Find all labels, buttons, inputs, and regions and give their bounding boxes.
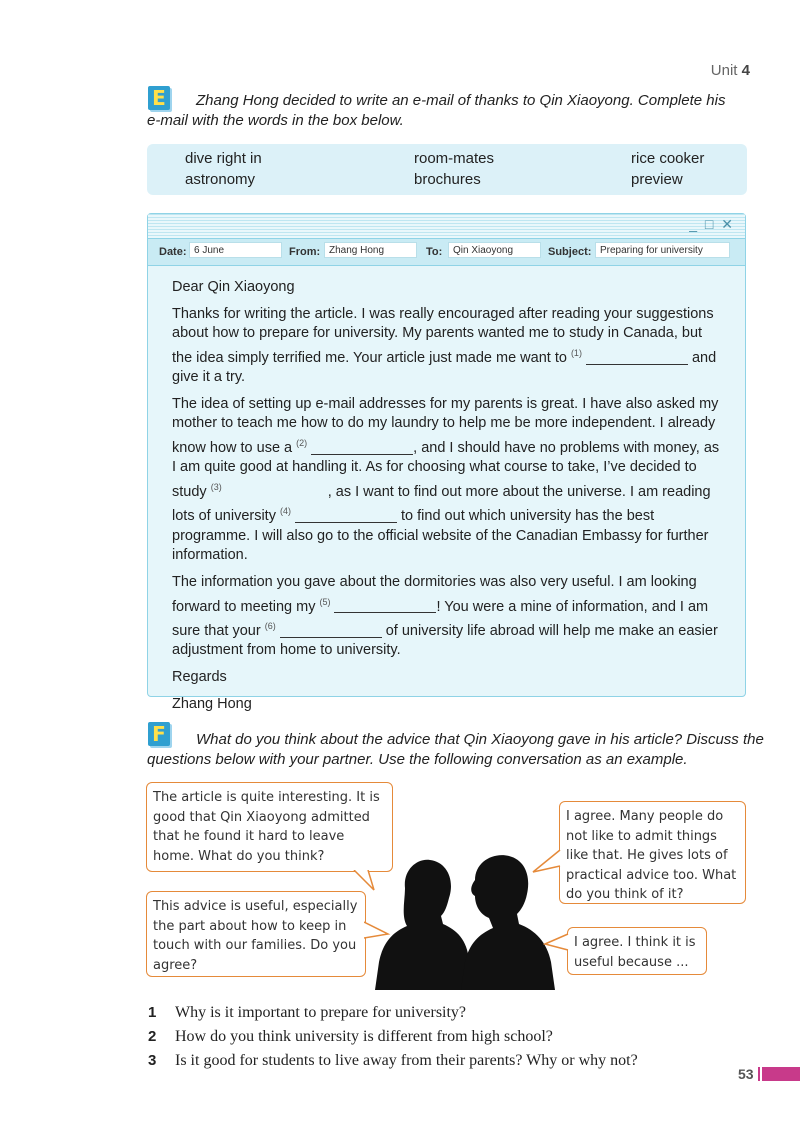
bubble-tail-2 <box>364 920 392 944</box>
bubble-tail-3 <box>531 848 561 874</box>
email-body <box>172 278 722 721</box>
blank-number-3: (3) <box>210 482 222 492</box>
answer-blank-3[interactable] <box>226 484 328 499</box>
question-3: 3 Is it good for students to live away from their parents? Why or why not? <box>148 1052 638 1069</box>
word-box-item: room-mates <box>414 150 495 167</box>
answer-blank-6[interactable] <box>280 623 382 638</box>
blank-number-6: (6) <box>264 621 276 632</box>
page-number-bar <box>762 1067 800 1081</box>
subject-field: Preparing for university <box>595 242 730 258</box>
email-paragraph-1: Thanks for writing the article. I was really encouraged after reading your suggestions about how to prepare for university. My parents wanted me to study in Canada, but the idea simply terrified me. Your article just made me want to $^{(1)}$ and give it a try. <box>172 305 717 386</box>
speech-bubble-3: I agree. Many people do not like to admit things like that. He gives lots of practical advice too. What do you think of it? <box>559 801 746 904</box>
word-box <box>147 144 747 195</box>
word-box-item: dive right in <box>185 150 262 167</box>
email-window <box>147 213 746 712</box>
section-e-instruction-line-1: Zhang Hong decided to write an e-mail of thanks to Qin Xiaoyong. Complete his <box>196 92 726 109</box>
blank-number-1: (1) <box>570 347 582 358</box>
to-field: Qin Xiaoyong <box>448 242 541 258</box>
speech-bubble-1: The article is quite interesting. It is good that Qin Xiaoyong admitted that he found it hard to leave home. What do you think? <box>146 782 393 872</box>
page-number: 53 <box>738 1066 754 1082</box>
blank-number-4: (4) <box>280 506 291 517</box>
blank-number-2: (2) <box>296 437 308 448</box>
word-box-item: astronomy <box>185 171 256 188</box>
answer-blank-5[interactable] <box>334 598 436 613</box>
window-controls-icon: _ □ ✕ <box>689 216 735 232</box>
email-signature: Zhang Hong <box>172 695 252 712</box>
unit-label: Unit 4 <box>710 62 750 79</box>
section-e-badge: E <box>148 86 170 110</box>
subject-label: Subject: <box>548 246 592 258</box>
date-field: 6 June <box>189 242 282 258</box>
question-2: 2 How do you think university is different from high school? <box>148 1028 553 1045</box>
answer-blank-2[interactable] <box>311 440 413 455</box>
word-box-item: preview <box>631 171 683 188</box>
answer-blank-1[interactable] <box>586 350 688 365</box>
word-box-item: rice cooker <box>631 150 705 167</box>
email-paragraph-2: The idea of setting up e-mail addresses for my parents is great. I have also asked my mother to teach me how to do my laundry to help me be more independent. I already know how to use a $^{(2)}$ , and I should have no problems with money, as I am quite good at handling it. As for choosing what course to take, I’ve decided to study $^{(3)}$ , as I want to find out more about the universe. I am reading lots of university $^{(4)}$ to find out which university has the best programme. I will also go to the official website of the Canadian Embassy for further information. <box>172 395 720 564</box>
section-f-badge: F <box>148 722 170 746</box>
email-header-row <box>148 239 745 266</box>
word-box-item: brochures <box>414 171 481 188</box>
speech-bubble-4: I agree. I think it is useful because ... <box>567 927 707 975</box>
speech-bubble-2: This advice is useful, especially the part about how to keep in touch with our families. Do you agree? <box>146 891 366 977</box>
email-paragraph-3: The information you gave about the dormitories was also very useful. I am looking forward to meeting my $^{(5)}$ ! You were a mine of information, and I am sure that your $^{(6)}$ of university life abroad will help me make an easier adjustment from home to university. <box>172 574 718 659</box>
email-greeting: Dear Qin Xiaoyong <box>172 279 295 295</box>
email-title-bar <box>148 214 745 239</box>
email-closing: Regards <box>172 669 227 686</box>
date-label: Date: <box>159 246 187 258</box>
section-f-instruction-line-2: questions below with your partner. Use the following conversation as an example. <box>147 751 688 768</box>
blank-number-5: (5) <box>319 596 331 607</box>
boy-silhouette-icon <box>461 855 555 990</box>
answer-blank-4[interactable] <box>295 508 397 523</box>
section-f-instruction-line-1: What do you think about the advice that Qin Xiaoyong gave in his article? Discuss the <box>196 731 764 748</box>
to-label: To: <box>426 246 443 258</box>
section-e-instruction-line-2: e-mail with the words in the box below. <box>147 112 404 129</box>
question-1: 1 Why is it important to prepare for university? <box>148 1004 467 1021</box>
from-field: Zhang Hong <box>324 242 417 258</box>
bubble-tail-1 <box>352 870 382 892</box>
from-label: From: <box>289 246 321 258</box>
bubble-tail-4 <box>543 932 569 956</box>
